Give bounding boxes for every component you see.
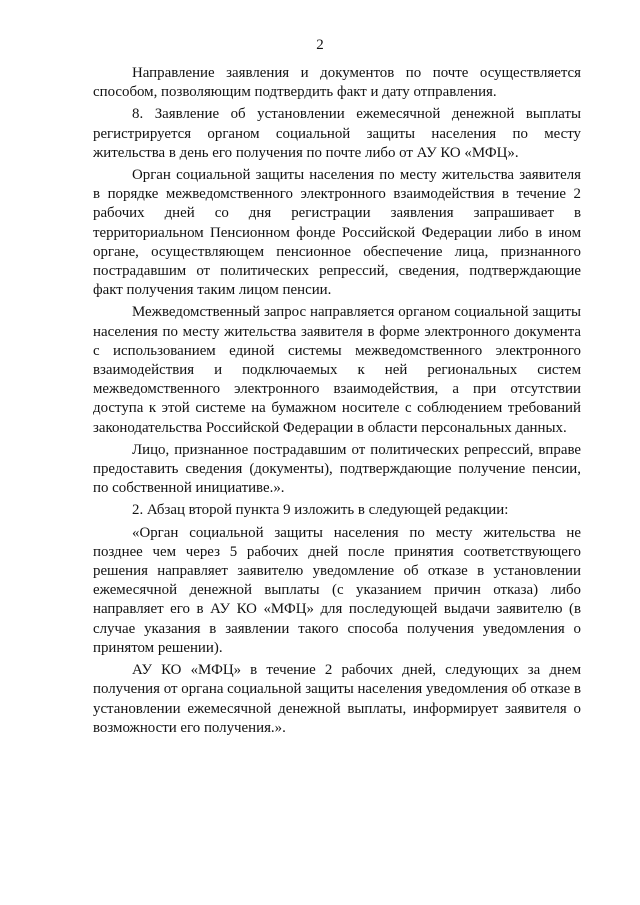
paragraph-mail-submission: Направление заявления и документов по почте осуществляется способом, позволяющим подтвердить факт и дату отправления. xyxy=(93,65,581,101)
page-number: 2 xyxy=(316,37,324,53)
paragraph-electronic-request: Межведомственный запрос направляется органом социальной защиты населения по месту жительства заявителя в форме электронного документа с использованием единой системы межведомственного электронного взаимодействия и подключаемых к ней региональных систем межведомственного электронного взаимодействия, а при отсутствии доступа к этой системе на бумажном носителе с соблюдением требований законодательства Российской Федерации в области персональных данных. xyxy=(93,304,581,436)
paragraph-amendment-item-9: 2. Абзац второй пункта 9 изложить в следующей редакции: xyxy=(132,502,509,519)
paragraph-interagency-request: Орган социальной защиты населения по месту жительства заявителя в порядке межведомственного электронного взаимодействия в течение 2 рабочих дней со дня регистрации заявления запрашивает в территориальном Пенсионном фонде Российской Федерации либо в ином органе, осуществляющем пенсионное обеспечение лица, признанного пострадавшим от политических репрессий, сведения, подтверждающие факт получения таким лицом пенсии. xyxy=(93,167,581,299)
paragraph-own-initiative: Лицо, признанное пострадавшим от политических репрессий, вправе предоставить сведения (документы), подтверждающие получение пенсии, по собственной инициативе.». xyxy=(93,441,581,497)
document-body xyxy=(93,64,581,741)
paragraph-mfc-notification: АУ КО «МФЦ» в течение 2 рабочих дней, следующих за днем получения от органа социальной защиты населения уведомления об отказе в установлении ежемесячной денежной выплаты, информирует заявителя о возможности его получения.». xyxy=(93,662,581,736)
paragraph-refusal-notice: «Орган социальной защиты населения по месту жительства не позднее чем через 5 рабочих дней после принятия соответствующего решения направляет заявителю уведомление об отказе в установлении ежемесячной денежной выплаты (с указанием причин отказа) либо направляет его в АУ КО «МФЦ» для последующей выдачи заявителю (в случае указания в заявлении такого способа получения уведомления о принятом решении). xyxy=(93,524,581,656)
paragraph-item-8-registration: 8. Заявление об установлении ежемесячной денежной выплаты регистрируется органом социальной защиты населения по месту жительства в день его получения по почте либо от АУ КО «МФЦ». xyxy=(93,106,581,161)
